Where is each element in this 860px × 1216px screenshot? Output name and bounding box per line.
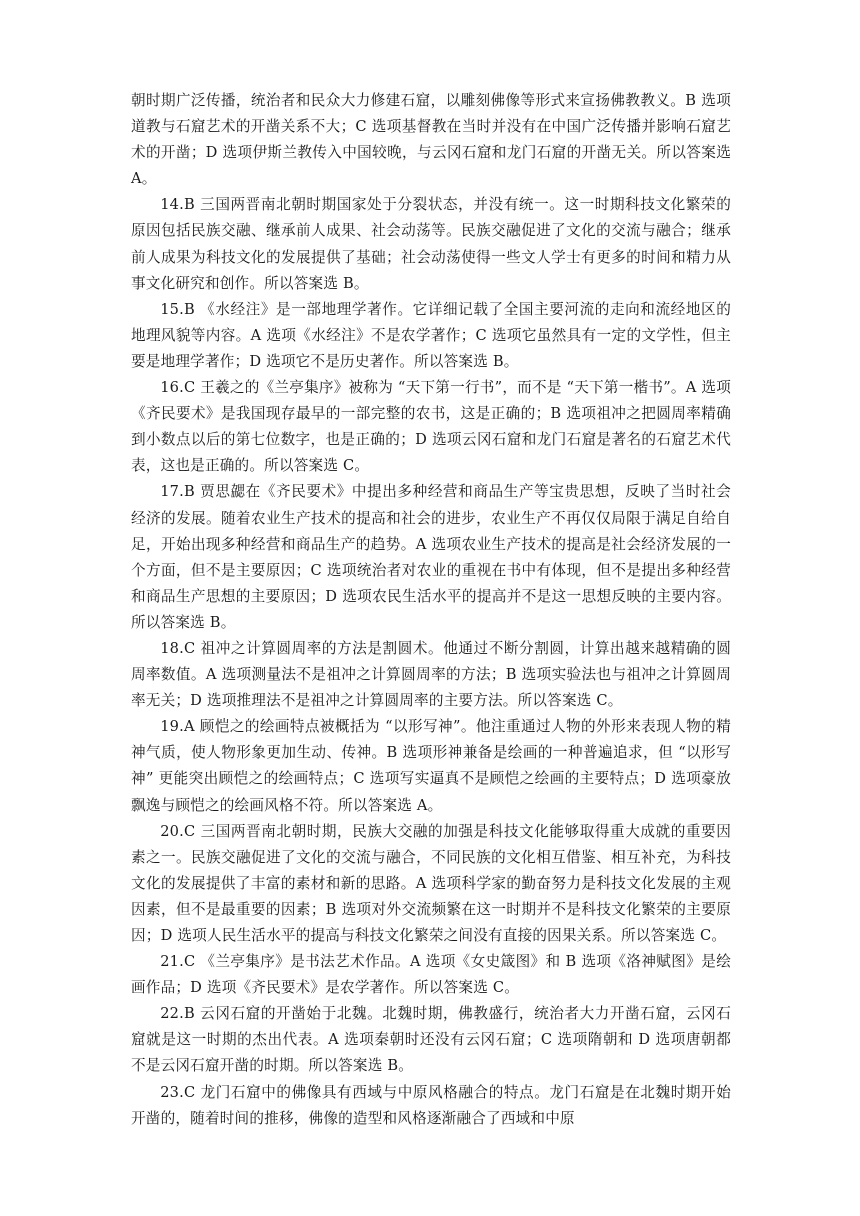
paragraph-17: 17.B 贾思勰在《齐民要术》中提出多种经营和商品生产等宝贵思想，反映了当时社会经济的发展。随着农业生产技术的提高和社会的进步，农业生产不再仅仅局限于满足自给自足，开始出现多种经营和商品生产的趋势。A 选项农业生产技术的提高是社会经济发展的一个方面，但不是主要原因；C 选项统治者对农业的重视在书中有体现，但不是提出多种经营和商品生产思想的主要原因；D 选项农民生活水平的提高并不是这一思想反映的主要内容。所以答案选 B。 — [131, 483, 731, 631]
paragraph-18: 18.C 祖冲之计算圆周率的方法是割圆术。他通过不断分割圆，计算出越来越精确的圆周率数值。A 选项测量法不是祖冲之计算圆周率的方法；B 选项实验法也与祖冲之计算圆周率无关；D 选项推理法不是祖冲之计算圆周率的主要方法。所以答案选 C。 — [131, 639, 731, 710]
paragraph-22: 22.B 云冈石窟的开凿始于北魏。北魏时期，佛教盛行，统治者大力开凿石窟，云冈石窟就是这一时期的杰出代表。A 选项秦朝时还没有云冈石窟；C 选项隋朝和 D 选项唐朝都不是云冈石窟开凿的时期。所以答案选 B。 — [131, 1005, 731, 1075]
paragraph-20: 20.C 三国两晋南北朝时期，民族大交融的加强是科技文化能够取得重大成就的重要因素之一。民族交融促进了文化的交流与融合，不同民族的文化相互借鉴、相互补充，为科技文化的发展提供了丰富的素材和新的思路。A 选项科学家的勤奋努力是科技文化发展的主观因素，但不是最重要的因素；B 选项对外交流频繁在这一时期并不是科技文化繁荣的主要原因；D 选项人民生活水平的提高与科技文化繁荣之间没有直接的因果关系。所以答案选 C。 — [131, 822, 731, 944]
paragraph-14: 14.B 三国两晋南北朝时期国家处于分裂状态，并没有统一。这一时期科技文化繁荣的原因包括民族交融、继承前人成果、社会动荡等。民族交融促进了文化的交流与融合；继承前人成果为科技文化的发展提供了基础；社会动荡使得一些文人学士有更多的时间和精力从事文化研究和创作。所以答案选 B。 — [131, 196, 731, 292]
paragraph-15: 15.B 《水经注》是一部地理学著作。它详细记载了全国主要河流的走向和流经地区的地理风貌等内容。A 选项《水经注》不是农学著作；C 选项它虽然具有一定的文学性，但主要是地理学著作；D 选项它不是历史著作。所以答案选 B。 — [131, 300, 731, 370]
paragraph-16: 16.C 王羲之的《兰亭集序》被称为 “天下第一行书”，而不是 “天下第一楷书”。A 选项《齐民要术》是我国现存最早的一部完整的农书，这是正确的；B 选项祖冲之把圆周率精确到小数点以后的第七位数字，也是正确的；D 选项云冈石窟和龙门石窟是著名的石窟艺术代表，这也是正确的。所以答案选 C。 — [131, 379, 731, 475]
paragraph-21: 21.C 《兰亭集序》是书法艺术作品。A 选项《女史箴图》和 B 选项《洛神赋图》是绘画作品；D 选项《齐民要术》是农学著作。所以答案选 C。 — [131, 953, 731, 997]
paragraph-23: 23.C 龙门石窟中的佛像具有西域与中原风格融合的特点。龙门石窟是在北魏时期开始开凿的，随着时间的推移，佛像的造型和风格逐渐融合了西域和中原 — [131, 1083, 731, 1127]
paragraph-19: 19.A 顾恺之的绘画特点被概括为 “以形写神”。他注重通过人物的外形来表现人物的精神气质，使人物形象更加生动、传神。B 选项形神兼备是绘画的一种普遍追求，但 “以形写神” 更能突出顾恺之的绘画特点；C 选项写实逼真不是顾恺之绘画的主要特点；D 选项豪放飘逸与顾恺之的绘画风格不符。所以答案选 A。 — [131, 718, 731, 814]
paragraph-13-continued: 朝时期广泛传播，统治者和民众大力修建石窟，以雕刻佛像等形式来宣扬佛教教义。B 选项道教与石窟艺术的开凿关系不大；C 选项基督教在当时并没有在中国广泛传播并影响石窟艺术的开凿；D 选项伊斯兰教传入中国较晚，与云冈石窟和龙门石窟的开凿无关。所以答案选 A。 — [131, 92, 731, 188]
document-body — [131, 88, 731, 1132]
